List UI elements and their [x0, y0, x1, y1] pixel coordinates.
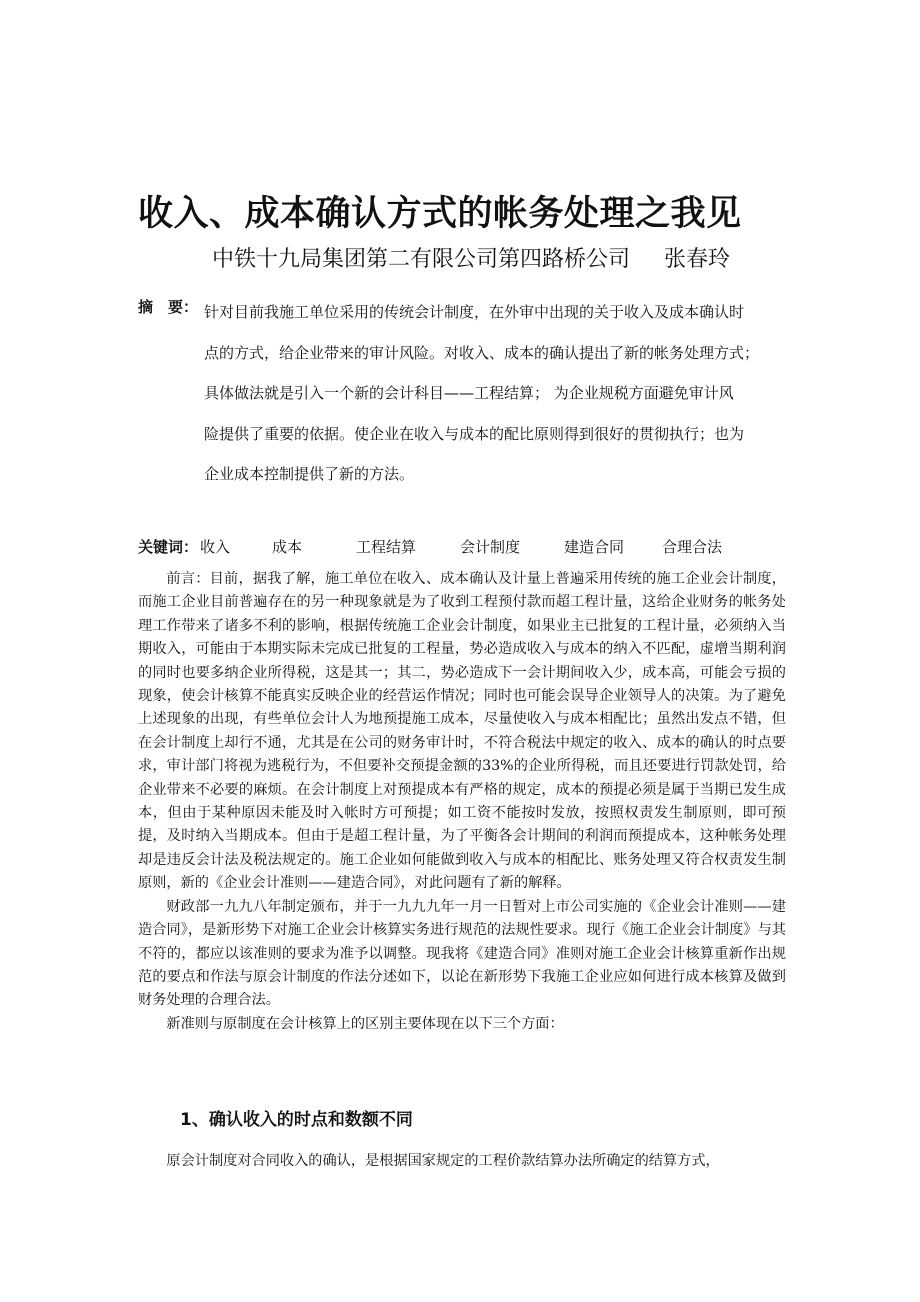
- abstract-line: 点的方式，给企业带来的审计风险。对收入、成本的确认提出了新的帐务处理方式；: [204, 343, 760, 362]
- keyword: 合理合法: [662, 538, 723, 556]
- keywords-row: [138, 536, 722, 557]
- paragraph: 原会计制度对合同收入的确认，是根据国家规定的工程价款结算办法所确定的结算方式，: [166, 1153, 720, 1169]
- abstract-line: 险提供了重要的依据。使企业在收入与成本的配比原则得到很好的贯彻执行；也为: [204, 424, 745, 443]
- paragraph: 前言：目前，据我了解，施工单位在收入、成本确认及计量上普遍采用传统的施工企业会计制度，而施工企业目前普遍存在的另一种现象就是为了收到工程预付款而超工程计量，这给企业财务的帐务处理工作带来了诸多不利的影响，根据传统施工企业会计制度，如果业主已批复的工程计量，必须纳入当期收入，可能由于本期实际未完成已批复的工程量，势必造成收入与成本的纳入不匹配，虚增当期利润的同时也要多纳企业所得税，这是其一；其二，势必造成下一会计期间收入少，成本高，可能会亏损的现象，使会计核算不能真实反映企业的经营运作情况；同时也可能会误导企业领导人的决策。为了避免上述现象的出现，有些单位会计人为地预提施工成本，尽量使收入与成本相配比；虽然出发点不错，但在会计制度上却行不通，尤其是在公司的财务审计时，不符合税法中规定的收入、成本的确认的时点要求，审计部门将视为逃税行为，不但要补交预提金额的33%的企业所得税，而且还要进行罚款处罚，给企业带来不必要的麻烦。在会计制度上对预提成本有严格的规定，成本的预提必须是属于当期已发生成本，但由于某种原因未能及时入帐时方可预提；如工资不能按时发放，按照权责发生制原则，即可预提，及时纳入当期成本。但由于是超工程计量，为了平衡各会计期间的利润而预提成本，这种帐务处理却是违反会计法及税法规定的。施工企业如何能做到收入与成本的相配比、账务处理又符合权责发生制原则，新的《企业会计准则——建造合同》，对此问题有了新的解释。: [138, 571, 786, 892]
- keywords-label: 关键词：: [138, 538, 199, 556]
- abstract-line: 针对目前我施工单位采用的传统会计制度，在外审中出现的关于收入及成本确认时: [204, 303, 745, 321]
- keyword: 会计制度: [460, 538, 521, 556]
- section-body: [138, 1150, 798, 1173]
- abstract-body: [204, 292, 790, 495]
- body-text: [138, 568, 786, 1036]
- section-heading: 1、确认收入的时点和数额不同: [180, 1110, 413, 1130]
- keyword: 收入: [200, 538, 231, 556]
- keyword: 工程结算: [356, 538, 417, 556]
- author-name: 张春玲: [664, 247, 731, 272]
- organization-name: 中铁十九局集团第二有限公司第四路桥公司: [212, 247, 631, 272]
- document-title: 收入、成本确认方式的帐务处理之我见: [138, 194, 742, 234]
- paragraph: 财政部一九九八年制定颁布，并于一九九九年一月一日暂对上市公司实施的《企业会计准则——建造合同》，是新形势下对施工企业会计核算实务进行规范的法规性要求。现行《施工企业会计制度》与其不符的，都应以该准则的要求为准予以调整。现我将《建造合同》准则对施工企业会计核算重新作出规范的要点和作法与原会计制度的作法分述如下，以论在新形势下我施工企业应如何进行成本核算及做到财务处理的合理合法。: [138, 898, 786, 1009]
- paragraph: 新准则与原制度在会计核算上的区别主要体现在以下三个方面：: [166, 1015, 564, 1032]
- keyword: 成本: [272, 538, 303, 556]
- byline: [212, 242, 730, 273]
- keyword: 建造合同: [564, 538, 625, 556]
- abstract-line: 企业成本控制提供了新的方法。: [204, 465, 415, 483]
- abstract-label: 摘 要：: [138, 298, 199, 316]
- abstract-line: 具体做法就是引入一个新的会计科目——工程结算； 为企业规税方面避免审计风: [204, 384, 734, 402]
